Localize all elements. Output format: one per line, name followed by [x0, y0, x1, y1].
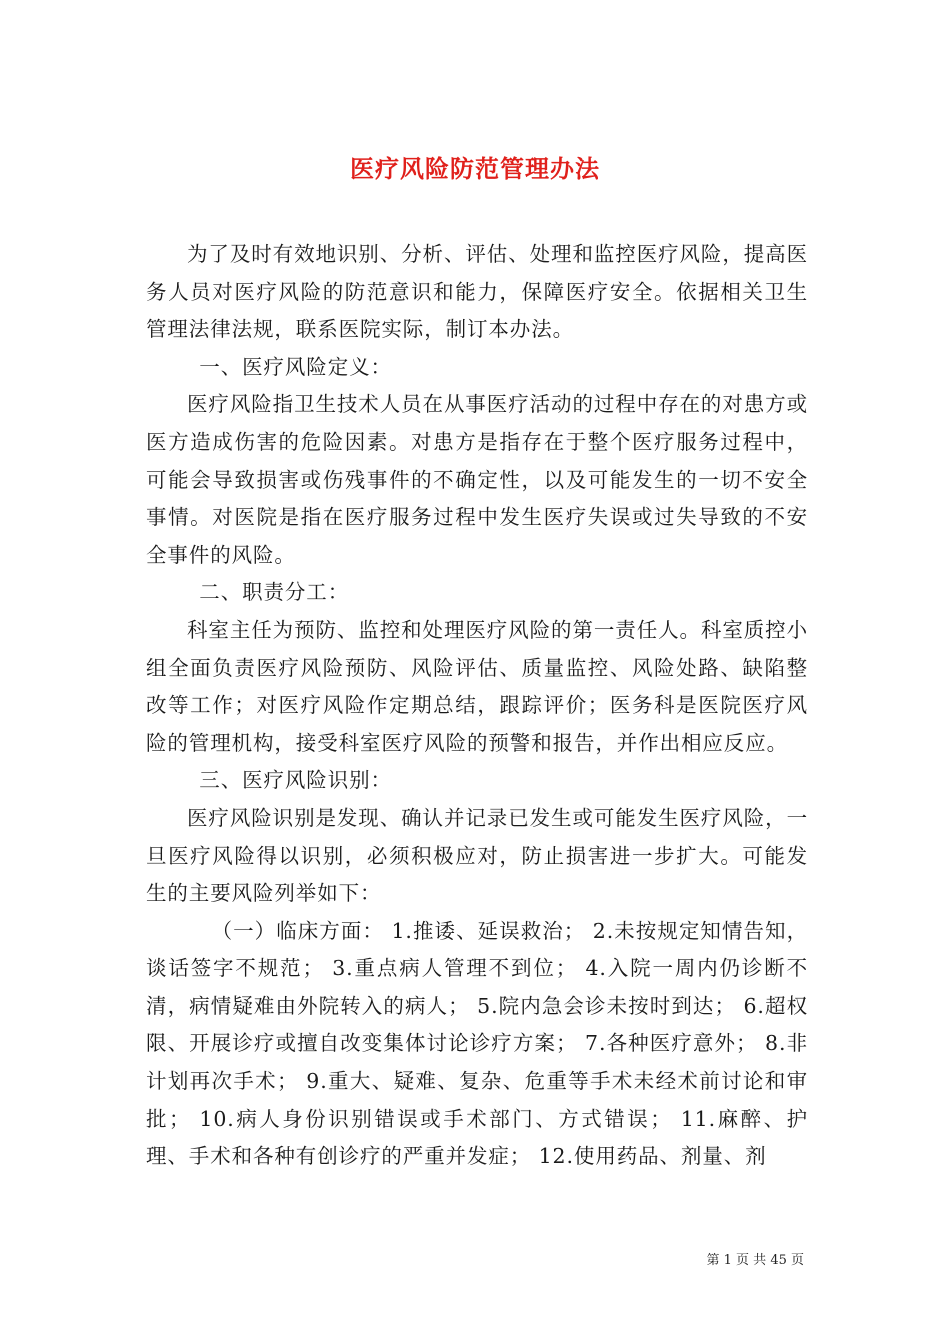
section-paragraph: 医疗风险识别是发现、确认并记录已发生或可能发生医疗风险，一旦医疗风险得以识别，必须积极应对，防止损害进一步扩大。可能发生的主要风险列举如下： [146, 805, 808, 906]
section-heading: 二、职责分工： [199, 580, 350, 605]
section-heading: 一、医疗风险定义： [199, 354, 392, 379]
section-paragraph: 科室主任为预防、监控和处理医疗风险的第一责任人。科室质控小组全面负责医疗风险预防、风险评估、质量监控、风险处路、缺陷整改等工作；对医疗风险作定期总结，跟踪评价；医务科是医院医疗风险的管理机构，接受科室医疗风险的预警和报告，并作出相应反应。 [146, 617, 808, 755]
document-body [146, 236, 808, 1176]
document-title: 医疗风险防范管理办法 [350, 154, 600, 184]
page-number: 第 1 页 共 45 页 [706, 1253, 804, 1268]
section-heading: 三、医疗风险识别： [199, 768, 392, 793]
intro-paragraph: 为了及时有效地识别、分析、评估、处理和监控医疗风险，提高医务人员对医疗风险的防范意识和能力，保障医疗安全。依据相关卫生管理法律法规，联系医院实际，制订本办法。 [146, 242, 808, 342]
section-paragraph: 医疗风险指卫生技术人员在从事医疗活动的过程中存在的对患方或医方造成伤害的危险因素。对患方是指存在于整个医疗服务过程中，可能会导致损害或伤残事件的不确定性，以及可能发生的一切不安全事情。对医院是指在医疗服务过程中发生医疗失误或过失导致的不安全事件的风险。 [146, 392, 808, 567]
clinical-risk-list: （一）临床方面： 1.推诿、延误救治； 2.未按规定知情告知，谈话签字不规范； 3.重点病人管理不到位； 4.入院一周内仍诊断不清，病情疑难由外院转入的病人； 5.院内急会诊未按时到达； 6.超权限、开展诊疗或擅自改变集体讨论诊疗方案； 7.各种医疗意外； 8.非计划再次手术； 9.重大、疑难、复杂、危重等手术未经术前讨论和审批； 10.病人身份识别错误或手术部门、方式错误； 11.麻醉、护理、手术和各种有创诊疗的严重并发症； 12.使用药品、剂量、剂 [146, 918, 808, 1169]
